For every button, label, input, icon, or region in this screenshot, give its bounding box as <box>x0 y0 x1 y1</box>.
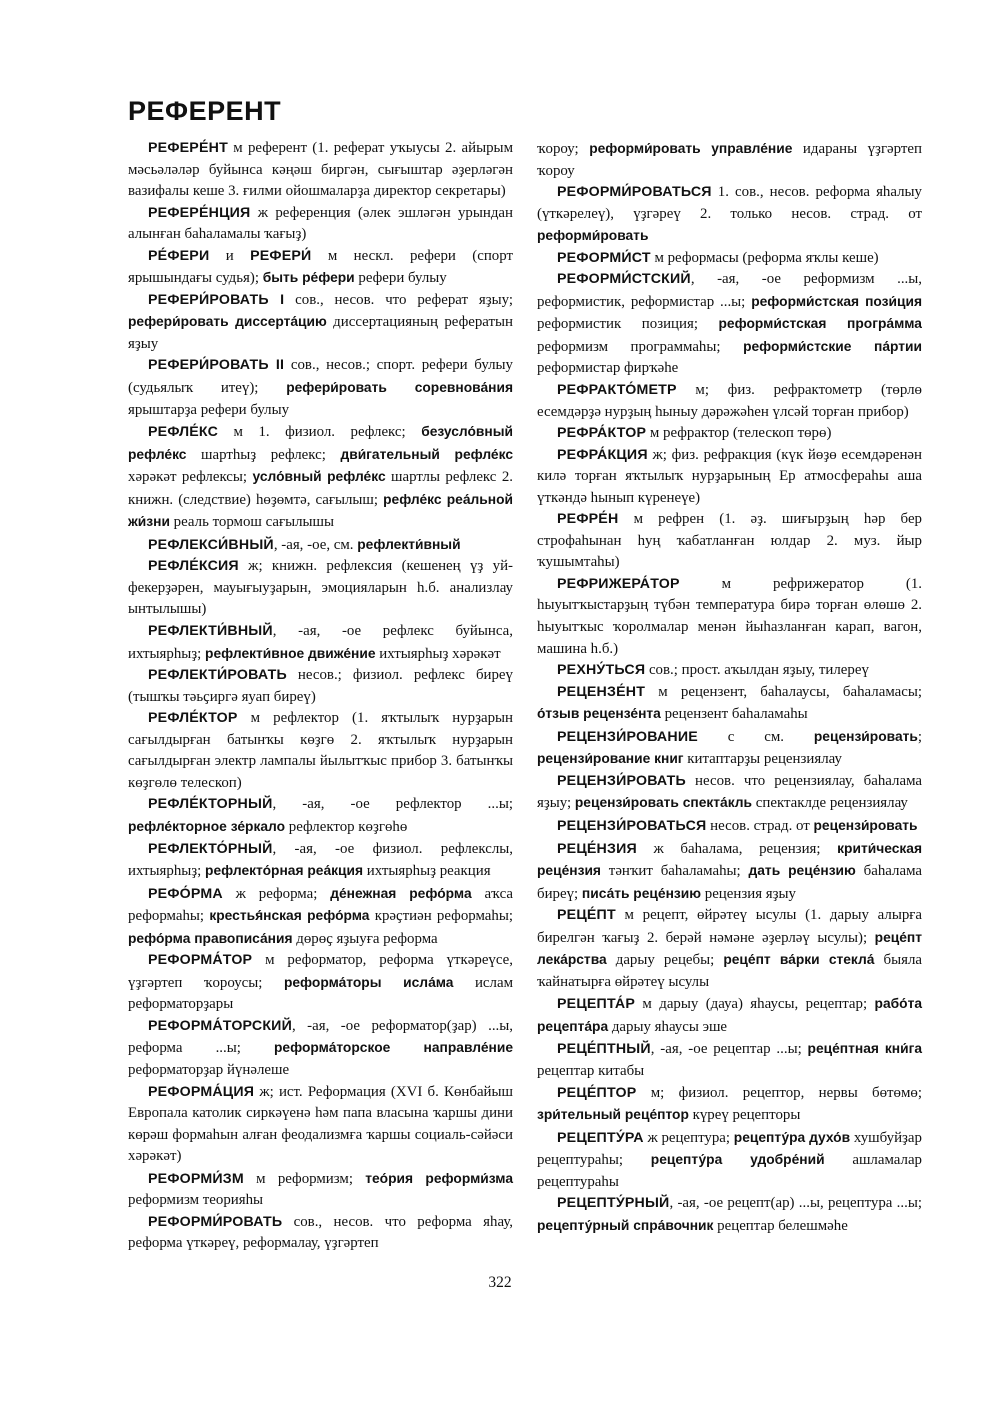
entry-headword: РЕЦЕНЗИ́РОВАТЬСЯ <box>557 817 707 834</box>
entry-headword: РЕФО́РМА <box>148 885 223 902</box>
entry-text: ; <box>917 728 922 745</box>
running-head: РЕФЕРЕНТ <box>128 96 282 126</box>
entry-text: , -ая, -ое реформатор(ҙар) ...ы, реформа ...ы; <box>128 1017 513 1057</box>
entry-text: ҡороу; <box>537 141 590 157</box>
entry-text: аҡса реформаһы; <box>128 885 513 925</box>
entry-phrase: крестья́нская рефо́рма <box>209 908 370 924</box>
entry-text: күреү рецепторы <box>688 1107 801 1124</box>
entry-headword: РЕФЛЕ́КСИЯ <box>148 558 239 575</box>
entry-headword: РЕФЛЕ́КС <box>148 424 219 441</box>
entry-text: м рефлектор (1. яҡтылыҡ нурҙарын сағылдырған батынҡы көҙгө 2. яҡтылыҡ нурҙарын сағылдырған электр лампалы йылытҡыс прибор 3. батынҡы көҙгөлө телескоп) <box>128 710 513 791</box>
entry-headword: РЕЦЕНЗИ́РОВАТЬ <box>557 772 686 789</box>
entry-phrase: рецензи́ровать <box>813 728 918 744</box>
entry-text: реформизм теорияһы <box>128 1192 264 1209</box>
entry-phrase: тео́рия реформи́зма <box>365 1170 514 1186</box>
entry-phrase: рецепту́ра духо́в <box>733 1129 851 1145</box>
entry-text: рефлектор көҙгөһө <box>285 818 408 835</box>
entry-text: м рецепт, өйрәтеү ысулы (1. дарыу алырға бирелгән ҡағыҙ 2. берәй нәмәне әҙерләү ысулы); <box>537 907 922 946</box>
entry-phrase: о́тзыв рецензе́нта <box>537 706 661 722</box>
dictionary-entry <box>537 423 922 445</box>
entry-text: ж референция (әлек эшләгән урындан алынған баһаламалы ҡағыҙ) <box>128 204 513 243</box>
entry-text: м реформатор, реформа үткәреүсе, үҙгәртеп ҡороусы; <box>128 952 513 991</box>
entry-text: с см. <box>697 728 814 745</box>
entry-phrase: рефери́ровать диссерта́цию <box>128 314 327 330</box>
dictionary-entry <box>537 1127 922 1194</box>
entry-phrase: реце́пт ва́рки стекла́ <box>723 952 875 968</box>
entry-phrase: дви́гательный рефле́кс <box>340 446 514 462</box>
entry-text: м; физ. рефрактометр (төрлө есемдәрҙә нурҙың һыныу дәрәжәһен үлсәй торған прибор) <box>537 382 922 420</box>
entry-phrase: рецепту́ра удобре́ний <box>650 1152 825 1168</box>
entry-headword: РЕЦЕПТА́Р <box>557 996 636 1013</box>
dictionary-entry <box>128 950 513 1016</box>
entry-headword: РЕФРЕ́Н <box>557 511 619 528</box>
entry-headword: РЕЦЕНЗИ́РОВАНИЕ <box>557 728 698 745</box>
entry-text: рефери булыу <box>354 270 447 287</box>
entry-phrase: реформи́стские па́ртии <box>743 338 923 354</box>
dictionary-entry <box>128 203 513 246</box>
entry-text: ж рецептура; <box>643 1129 734 1146</box>
dictionary-entry <box>128 665 513 708</box>
entry-phrase: реформи́ровать управле́ние <box>589 141 793 156</box>
entry-headword: РЕФЛЕ́КТОРНЫЙ <box>148 796 273 813</box>
entry-headword: РЕФЛЕКТИ́ВНЫЙ <box>148 623 273 640</box>
entry-phrase: реформа́торы исла́ма <box>283 974 454 990</box>
entry-text: рецензент баһаламаһы <box>660 706 808 723</box>
entry-text: ихтыярһыҙ реакция <box>363 863 491 880</box>
dictionary-entry <box>537 574 922 660</box>
entry-phrase: рецензи́ровать спекта́кль <box>574 795 753 811</box>
entry-text: ж; книжн. рефлексия (кешенең үҙ уй-фекерҙәрен, мауығыуҙарын, эмоцияларын һ.б. анализлау ынтылышы) <box>128 558 513 618</box>
entry-phrase: рецензи́рование книг <box>537 751 684 767</box>
entry-phrase: де́нежная рефо́рма <box>330 885 472 901</box>
entry-text: сов., несов. что реферат яҙыу; <box>284 291 513 308</box>
entry-text: ашламалар рецептураһы <box>537 1152 922 1190</box>
entry-phrase: рефлекто́рная реа́кция <box>205 863 364 879</box>
entry-headword: РЕЦЕ́ПТОР <box>557 1084 637 1101</box>
entry-text: , -ая, -ое, см. <box>273 536 358 553</box>
entry-text: м 1. физиол. рефлекс; <box>218 424 422 441</box>
entry-headword: РЕФОРМИ́РОВАТЬ <box>148 1213 283 1230</box>
entry-phrase: рефо́рма правописа́ния <box>128 930 293 946</box>
dictionary-entry <box>537 660 922 682</box>
entry-phrase: рефле́кторное зе́ркало <box>128 818 286 834</box>
entry-headword: РЕФОРМИ́СТСКИЙ <box>557 271 691 288</box>
dictionary-entry <box>537 1193 922 1237</box>
dictionary-entry <box>537 509 922 574</box>
dictionary-entry <box>537 1038 922 1082</box>
entry-headword: РЕФРА́КТОР <box>557 425 647 442</box>
entry-headword: РЕФЛЕКСИ́ВНЫЙ <box>148 536 274 553</box>
entry-headword: РЕФЛЕ́КТОР <box>148 710 238 727</box>
entry-headword: РЕФЕРИ́РОВАТЬ II <box>148 357 285 374</box>
entry-headword: РЕФОРМА́ТОРСКИЙ <box>148 1017 292 1034</box>
page-number: 322 <box>488 1274 512 1291</box>
dictionary-entry <box>537 905 922 993</box>
entry-phrase: реформи́стская програ́мма <box>718 316 922 332</box>
entry-headword: РЕФЕРЕ́НЦИЯ <box>148 204 251 221</box>
dictionary-entry <box>128 355 513 421</box>
entry-text: ж реформа; <box>222 885 331 902</box>
entry-phrase: усло́вный рефле́кс <box>252 469 386 485</box>
entry-headword: РЕФЛЕКТО́РНЫЙ <box>148 840 273 857</box>
entry-phrase: реце́пт лека́рства <box>537 929 922 968</box>
entry-text: , -ая, -ое рецепт(ар) ...ы, рецептура ...ы; <box>669 1195 922 1212</box>
entry-text: м дарыу (дауа) яһаусы, рецептар; <box>635 996 875 1013</box>
dictionary-entry <box>537 1083 922 1127</box>
entry-phrase: рефлекти́вный <box>357 536 461 552</box>
dictionary-entry <box>537 380 922 423</box>
dictionary-entry <box>537 269 922 380</box>
entry-text: м рефрактор (телескоп төрө) <box>646 425 832 442</box>
entry-text: несов.; физиол. рефлекс биреү (тышҡы тәьҫиргә яуап биреү) <box>128 667 513 705</box>
entry-text: , -ая, -ое рефлекс буйынса, ихтыярһыҙ; <box>128 623 513 662</box>
entry-headword: РЕФОРМИ́ЗМ <box>148 1170 244 1187</box>
entry-text: шартһыҙ рефлекс; <box>186 446 341 463</box>
entry-phrase: писа́ть реце́нзию <box>581 885 702 901</box>
entry-text: м рефрижератор (1. һыуытҡыстарҙың түбән температура бирә торған өлөшө 2. һыуытҡыс ҡоролмалар менән йыһазланған карап, вагон, машина һ.б.) <box>537 575 922 657</box>
dictionary-entry <box>128 290 513 356</box>
dictionary-entry <box>537 838 922 906</box>
entry-headword: РЕФРИЖЕРА́ТОР <box>557 575 680 592</box>
dictionary-entry <box>128 1016 513 1082</box>
left-column <box>128 138 513 1255</box>
entry-text: ислам реформаторҙары <box>128 974 514 1013</box>
right-column <box>537 138 922 1237</box>
entry-text: несов. что рецензиялау, баһалама яҙыу; <box>537 772 922 812</box>
entry-text: китаптарҙы рецензиялау <box>683 751 842 768</box>
dictionary-entry <box>128 839 513 883</box>
entry-headword: РЕФОРМИ́РОВАТЬСЯ <box>557 184 712 201</box>
entry-headword: РЕЦЕПТУ́РНЫЙ <box>557 1195 670 1212</box>
entry-headword: РЕФЕРЕ́НТ <box>148 140 228 156</box>
entry-text: рецензия яҙыу <box>701 885 796 902</box>
entry-headword: РЕ́ФЕРИ <box>148 247 210 264</box>
entry-text: м реформизм; <box>243 1170 366 1187</box>
entry-phrase: рефери́ровать соревнова́ния <box>286 380 513 396</box>
entry-phrase: крити́ческая реце́нзия <box>537 840 922 879</box>
entry-text: хәрәкәт рефлексы; <box>128 469 253 486</box>
entry-headword: РЕФОРМИ́СТ <box>557 249 651 266</box>
dictionary-entry <box>128 883 513 951</box>
entry-phrase: дать реце́нзию <box>748 863 856 879</box>
entry-headword: РЕЦЕПТУ́РА <box>557 1129 644 1146</box>
entry-text: шартлы рефлекс 2. книжн. (следствие) һөҙөмтә, сағылыш; <box>128 469 514 508</box>
entry-text: реформаторҙар йүнәлеше <box>128 1061 290 1078</box>
dictionary-entry <box>128 534 513 557</box>
entry-text: , -ая, -ое рефлектор ...ы; <box>272 796 513 813</box>
entry-text: реформистар фирҡәһе <box>537 360 679 377</box>
dictionary-entry <box>537 726 922 771</box>
entry-text: диссертацияның рефератын яҙыу <box>128 314 513 352</box>
entry-text: идараны үҙгәртеп ҡороу <box>537 141 922 179</box>
entry-text: несов. страд. от <box>706 817 814 834</box>
entry-text: сов., несов. что реформа яһау, реформа үткәреү, реформалау, үҙгәртеп <box>128 1213 513 1252</box>
entry-text: м референт (1. реферат уҡыусы 2. айырым мәсьәләләр буйынса кәңәш биргән, сығыштар әҙерләгән вазифалы кеше 3. ғилми ойошмаларҙа директор секретары) <box>128 140 513 200</box>
entry-text: крәҫтиән реформаһы; <box>369 908 514 925</box>
entry-text: м реформасы (реформа яҡлы кеше) <box>650 249 879 266</box>
entry-text: рецептар китабы <box>537 1062 645 1079</box>
entry-headword: РЕЦЕНЗЕ́НТ <box>557 683 646 700</box>
entry-phrase: реце́птная кни́га <box>807 1041 922 1057</box>
dictionary-entry <box>537 682 922 726</box>
entry-text: м нескл. рефери (спорт ярышындағы судья); <box>128 247 513 287</box>
entry-text: баһалама биреү; <box>537 863 922 902</box>
entry-text: , -ая, -ое рецептар ...ы; <box>650 1041 808 1058</box>
entry-text: спектаклде рецензиялау <box>752 795 908 812</box>
dictionary-entry <box>128 1168 513 1212</box>
entry-headword: РЕФРАКТО́МЕТР <box>557 382 677 399</box>
entry-text: быяла ҡайнатырға өйрәтеү ысулы <box>537 952 922 990</box>
entry-phrase: рефле́кс реа́льной жи́зни <box>128 491 514 530</box>
dictionary-entry <box>128 1212 513 1255</box>
entry-headword: РЕФЕРИ́ <box>250 247 312 264</box>
dictionary-entry <box>128 621 513 665</box>
entry-headword: РЕФРА́КЦИЯ <box>557 446 648 463</box>
entry-headword: РЕФЕРИ́РОВАТЬ I <box>148 291 285 308</box>
entry-phrase: рецензи́ровать <box>813 817 918 833</box>
entry-text: и <box>209 247 251 264</box>
entry-text: дарыу рецебы; <box>606 952 724 969</box>
entry-headword: РЕЦЕ́ПТНЫЙ <box>557 1041 651 1058</box>
dictionary-entry <box>128 1082 513 1168</box>
entry-phrase: рефлекти́вное движе́ние <box>205 645 376 661</box>
entry-phrase: быть ре́фери <box>262 270 355 286</box>
entry-text: дөрөҫ яҙыуға реформа <box>292 930 438 947</box>
entry-text: м рецензент, баһалаусы, баһаламасы; <box>645 683 922 700</box>
entry-headword: РЕФЛЕКТИ́РОВАТЬ <box>148 667 287 684</box>
entry-text: м; физиол. рецептор, нервы бөтөмө; <box>636 1084 922 1101</box>
dictionary-entry <box>128 556 513 621</box>
entry-phrase: реформи́ровать <box>537 228 649 244</box>
dictionary-entry <box>128 138 513 203</box>
entry-text: , -ая, -ое физиол. рефлекслы, ихтыярһыҙ; <box>128 840 513 880</box>
dictionary-entry <box>537 993 922 1038</box>
entry-headword: РЕЦЕ́ПТ <box>557 907 616 924</box>
entry-text: ярыштарҙа рефери булыу <box>128 401 290 418</box>
entry-text: реформизм программаһы; <box>537 338 744 355</box>
entry-phrase: безусло́вный рефле́кс <box>128 424 513 462</box>
dictionary-entry <box>537 445 922 510</box>
dictionary-entry <box>537 248 922 270</box>
dictionary-entry <box>128 794 513 838</box>
entry-text: 1. сов., несов. реформа яһалыу (үткәрелеү), үҙгәреү 2. только несов. страд. от <box>537 184 922 222</box>
entry-text: сов.; прост. аҡылдан яҙыу, тилереү <box>645 662 869 679</box>
entry-text: сов., несов.; спорт. рефери булыу (судьялыҡ итеү); <box>128 357 513 397</box>
entry-text: рецептар белешмәһе <box>713 1217 848 1234</box>
entry-text: хушбуйҙар рецептураһы; <box>537 1129 922 1169</box>
dictionary-entry <box>537 182 922 248</box>
entry-text: реаль тормош сағылышы <box>169 514 335 531</box>
dictionary-entry <box>128 421 513 534</box>
entry-phrase: реформи́стская пози́ция <box>751 293 922 309</box>
dictionary-entry <box>537 815 922 838</box>
entry-text: ж; физ. рефракция (күк йөҙө есемдәренән килә торған яҡтылыҡ нурҙарының Ер атмосфераһы аша үткәндә һынып күренеүе) <box>537 446 922 506</box>
entry-phrase: рецепту́рный спра́вочник <box>537 1217 714 1233</box>
dictionary-entry <box>537 138 922 182</box>
entry-text: , -ая, -ое реформизм ...ы, реформистик, реформистар ...ы; <box>537 271 922 310</box>
entry-phrase: зри́тельный реце́птор <box>537 1107 689 1123</box>
dictionary-entry <box>128 708 513 794</box>
entry-text: реформистик позиция; <box>537 316 719 333</box>
entry-headword: РЕЦЕ́НЗИЯ <box>557 840 637 857</box>
entry-headword: РЕФОРМА́ТОР <box>148 952 253 969</box>
dictionary-entry <box>128 246 513 290</box>
entry-text: ихтыярһыҙ хәрәкәт <box>375 645 501 662</box>
entry-text: тәнҡит баһаламаһы; <box>600 863 749 880</box>
entry-headword: РЕХНУ́ТЬСЯ <box>557 662 646 679</box>
entry-headword: РЕФОРМА́ЦИЯ <box>148 1083 255 1100</box>
entry-phrase: реформа́торское направле́ние <box>274 1040 513 1056</box>
entry-text: ж баһалама, рецензия; <box>636 840 838 857</box>
entry-text: м рефрен (1. әҙ. шиғырҙың һәр бер строфаһынан һуң ҡабатланған юлдар 2. муз. йыр ҡушымтаһы) <box>537 511 922 571</box>
dictionary-entry <box>537 771 922 815</box>
entry-phrase: рабо́та рецепта́ра <box>537 996 922 1034</box>
entry-text: дарыу яһаусы эше <box>608 1018 728 1035</box>
entry-text: ж; ист. Реформация (XVI б. Көнбайыш Европала католик сиркәүенә һәм папа власына ҡаршы дини көрәш формаһын алған феодализмға ҡаршы социаль-сәйәси хәрәкәт) <box>128 1083 513 1165</box>
